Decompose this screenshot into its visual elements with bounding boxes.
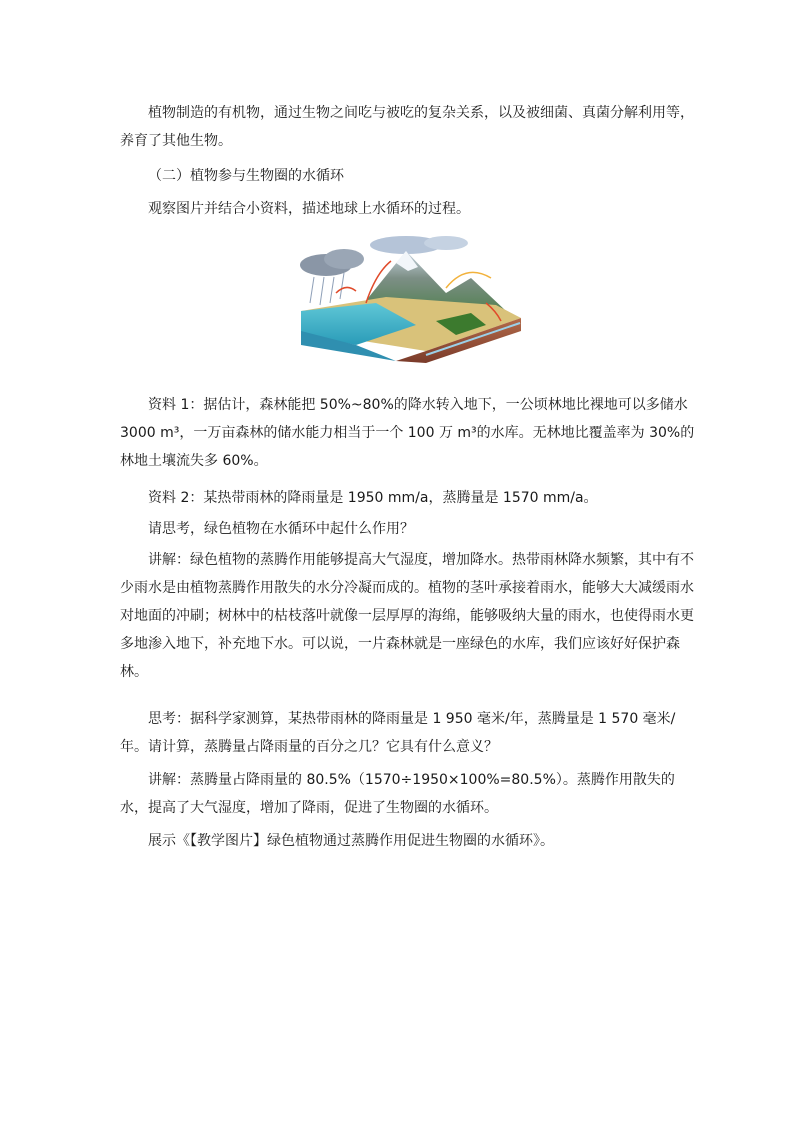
paragraph-data-1: 资料 1：据估计，森林能把 50%~80%的降水转入地下，一公顷林地比裸地可以多储水 3000 m³，一万亩森林的储水能力相当于一个 100 万 m³的水库。无林地比覆盖率为 30%的林地土壤流失多 60%。: [120, 397, 695, 469]
paragraph-data-2: 资料 2：某热带雨林的降雨量是 1950 mm/a，蒸腾量是 1570 mm/a。: [148, 490, 598, 506]
water-cycle-illustration-icon: [296, 233, 524, 363]
section-heading-water-cycle: （二）植物参与生物圈的水循环: [148, 168, 344, 184]
paragraph-explanation-1: 讲解：绿色植物的蒸腾作用能够提高大气湿度，增加降水。热带雨林降水频繁，其中有不少雨水是由植物蒸腾作用散失的水分冷凝而成的。植物的茎叶承接着雨水，能够大大减缓雨水对地面的冲刷；树林中的枯枝落叶就像一层厚厚的海绵，能够吸纳大量的雨水，也使得雨水更多地渗入地下，补充地下水。可以说，一片森林就是一座绿色的水库，我们应该好好保护森林。: [120, 552, 694, 680]
paragraph-observe-instruction: 观察图片并结合小资料，描述地球上水循环的过程。: [148, 201, 470, 217]
paragraph-think: 思考：据科学家测算，某热带雨林的降雨量是 1 950 毫米/年，蒸腾量是 1 570 毫米/年。请计算，蒸腾量占降雨量的百分之几？它具有什么意义？: [120, 711, 676, 755]
paragraph-organic-matter: 植物制造的有机物，通过生物之间吃与被吃的复杂关系，以及被细菌、真菌分解利用等，养育了其他生物。: [120, 105, 694, 149]
paragraph-show-picture: 展示《【教学图片】绿色植物通过蒸腾作用促进生物圈的水循环》。: [148, 833, 554, 849]
paragraph-question: 请思考，绿色植物在水循环中起什么作用？: [148, 521, 414, 537]
paragraph-explanation-2: 讲解：蒸腾量占降雨量的 80.5%（1570÷1950×100%=80.5%）。蒸腾作用散失的水，提高了大气湿度，增加了降雨，促进了生物圈的水循环。: [120, 772, 675, 816]
